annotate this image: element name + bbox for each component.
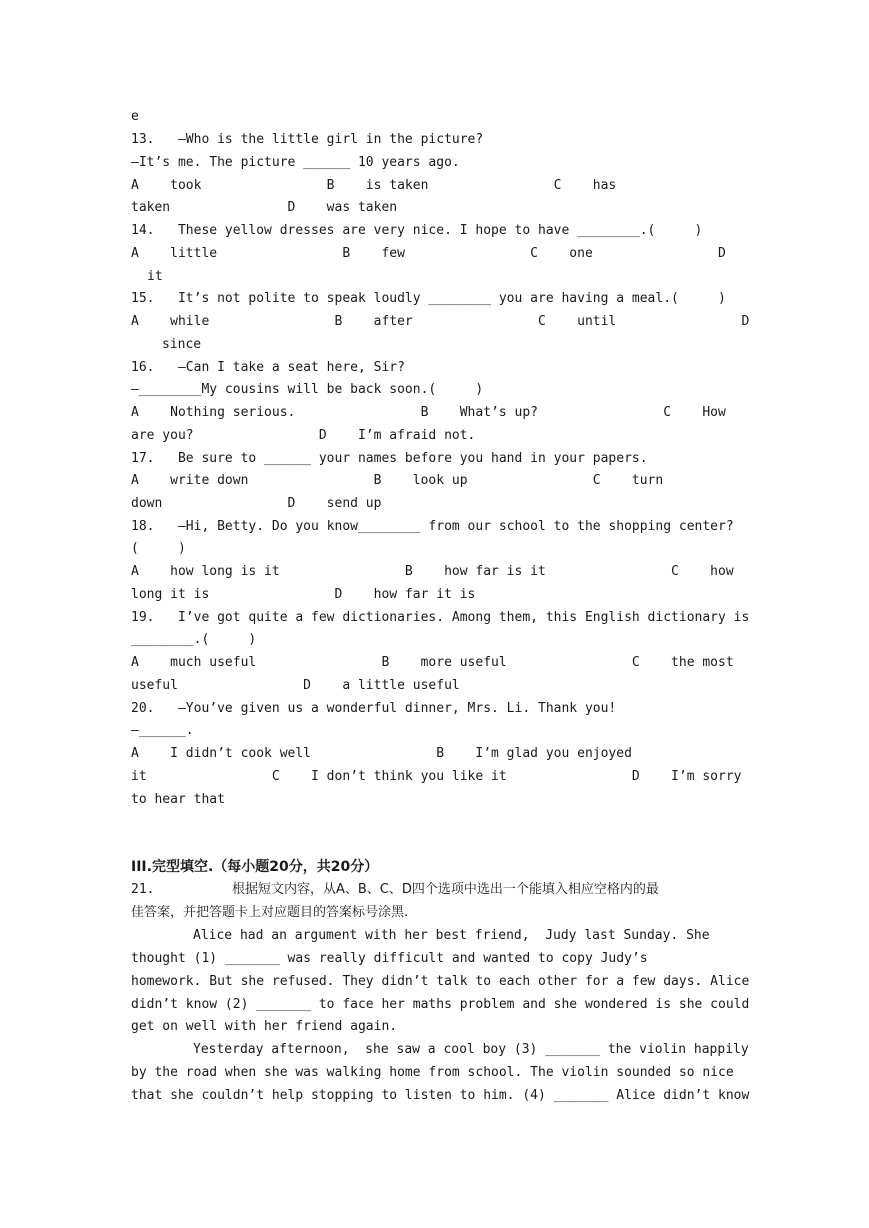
question-20-options-2: it C I don’t think you like it D I’m sorry	[131, 769, 742, 784]
question-17-options-1: A write down B look up C turn	[131, 473, 664, 488]
passage-line: Alice had an argument with her best friend, Judy last Sunday. She	[193, 928, 710, 943]
question-19-options-1: A much useful B more useful C the most	[131, 655, 734, 670]
question-13-stem: 13. —Who is the little girl in the picture?	[131, 132, 484, 147]
passage-line: thought (1) _______ was really difficult and wanted to copy Judy’s	[131, 951, 648, 966]
question-15-options-2: since	[162, 337, 202, 352]
question-15-stem: 15. It’s not polite to speak loudly ________ you are having a meal.( )	[131, 291, 726, 306]
question-17-options-2: down D send up	[131, 496, 382, 511]
question-20-options-3: to hear that	[131, 792, 225, 807]
question-20-options-1: A I didn’t cook well B I’m glad you enjoyed	[131, 746, 632, 761]
question-18-options-2: long it is D how far it is	[131, 587, 476, 602]
passage-line: that she couldn’t help stopping to listen to him. (4) _______ Alice didn’t know	[131, 1088, 750, 1103]
question-18-answer-bracket: ( )	[131, 541, 186, 556]
question-14-options-2: it	[147, 269, 163, 284]
question-14-options-1: A little B few C one D	[131, 246, 726, 261]
question-21-instruction-1: 根据短文内容，从A、B、C、D四个选项中选出一个能填入相应空格内的最	[232, 882, 659, 897]
question-15-options-1: A while B after C until D	[131, 314, 750, 329]
passage-line: get on well with her friend again.	[131, 1019, 398, 1034]
passage-line: Yesterday afternoon, she saw a cool boy (3) _______ the violin happily	[193, 1042, 749, 1057]
question-13-line-2: —It’s me. The picture ______ 10 years ago.	[131, 155, 460, 170]
question-20-line-2: —______.	[131, 723, 194, 738]
question-14-stem: 14. These yellow dresses are very nice. I hope to have ________.( )	[131, 223, 703, 238]
text-line-fragment: e	[131, 109, 139, 124]
question-18-options-1: A how long is it B how far is it C how	[131, 564, 734, 579]
question-20-stem: 20. —You’ve given us a wonderful dinner, Mrs. Li. Thank you!	[131, 701, 617, 716]
question-19-options-2: useful D a little useful	[131, 678, 460, 693]
question-16-options-1: A Nothing serious. B What’s up? C How	[131, 405, 726, 420]
question-19-line-2: ________.( )	[131, 632, 257, 647]
question-21-instruction-2: 佳答案，并把答题卡上对应题目的答案标号涂黑.	[131, 905, 409, 920]
question-16-line-2: –________My cousins will be back soon.( )	[131, 382, 484, 397]
passage-line: homework. But she refused. They didn’t talk to each other for a few days. Alice	[131, 974, 750, 989]
passage-line: by the road when she was walking home from school. The violin sounded so nice	[131, 1065, 734, 1080]
question-13-options-2: taken D was taken	[131, 200, 398, 215]
question-13-options-1: A took B is taken C has	[131, 178, 617, 193]
passage-line: didn’t know (2) _______ to face her maths problem and she wondered is she could	[131, 997, 750, 1012]
question-17-stem: 17. Be sure to ______ your names before you hand in your papers.	[131, 451, 648, 466]
question-16-options-2: are you? D I’m afraid not.	[131, 428, 476, 443]
question-19-stem: 19. I’ve got quite a few dictionaries. Among them, this English dictionary is	[131, 610, 750, 625]
question-16-stem: 16. –Can I take a seat here, Sir?	[131, 360, 405, 375]
section-title: III.完型填空.（每小题20分，共20分）	[131, 859, 379, 875]
question-18-stem: 18. –Hi, Betty. Do you know________ from our school to the shopping center?	[131, 519, 734, 534]
question-21-number: 21.	[131, 882, 155, 897]
